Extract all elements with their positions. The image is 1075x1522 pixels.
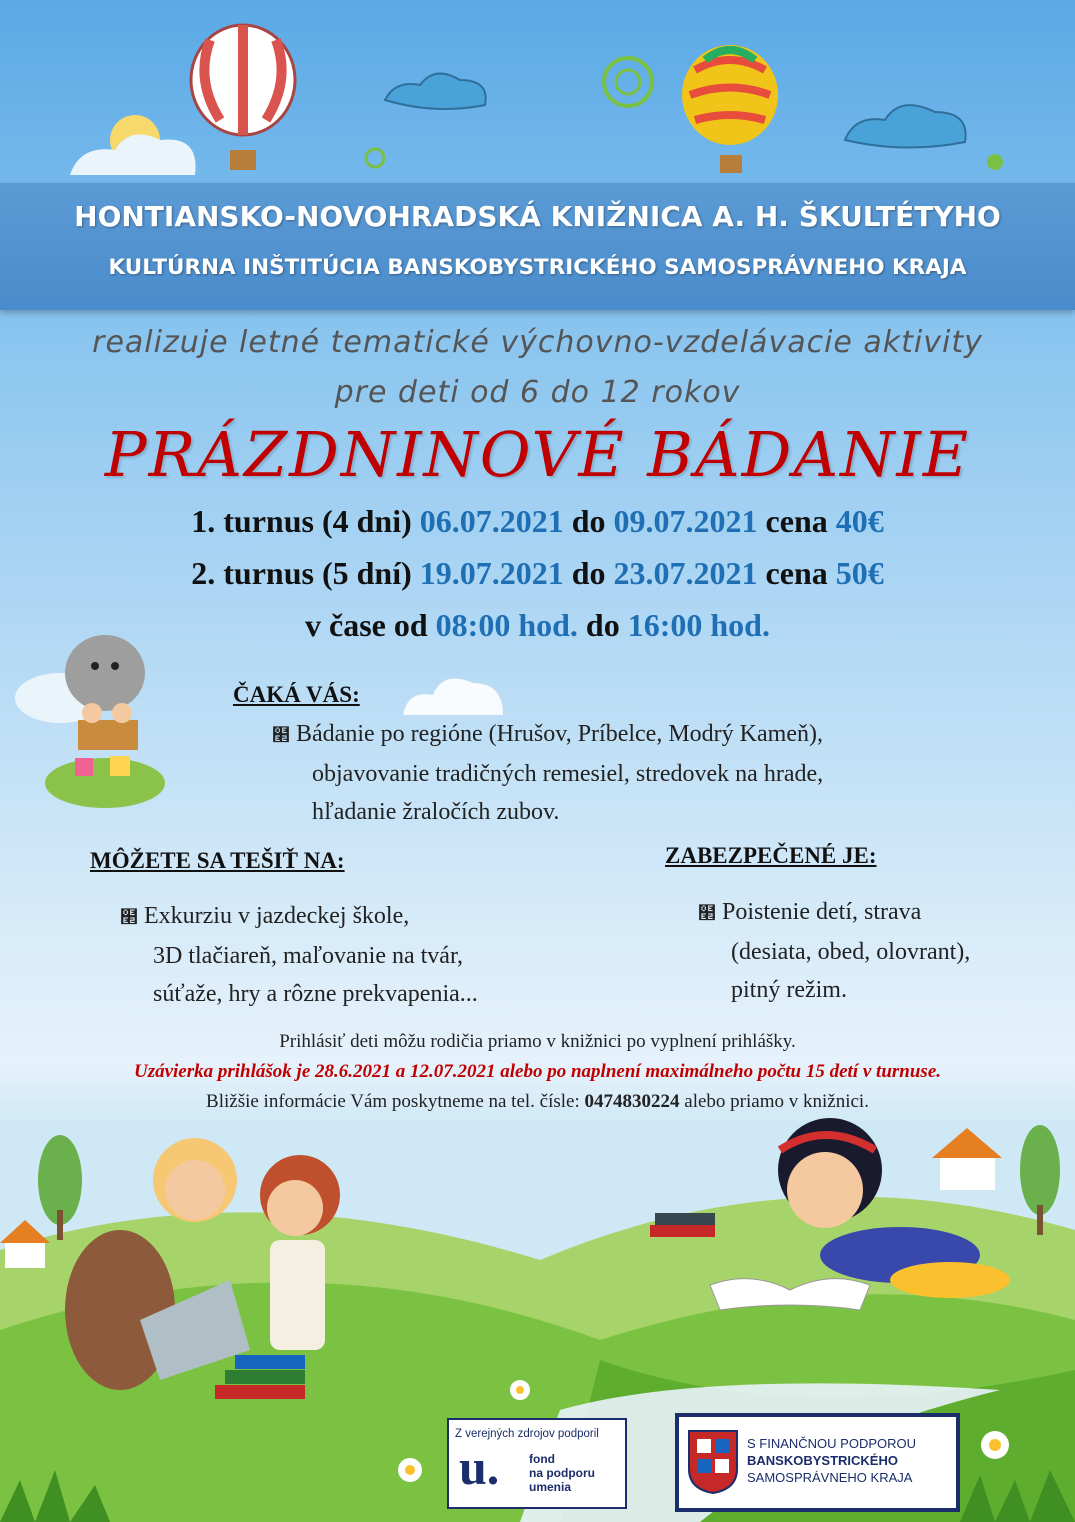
fpu-letter-logo: u. <box>459 1439 500 1495</box>
list-item: pitný režim. <box>731 977 847 1003</box>
cloud-icon <box>845 105 966 147</box>
turn-to: 23.07.2021 <box>613 555 758 591</box>
list-item: hľadanie žraločích zubov. <box>312 799 560 825</box>
deadline-note: Uzávierka prihlášok je 28.6.2021 a 12.07.2021 alebo po naplnení maximálneho počtu 15 detí v turnuse. <box>133 1061 942 1082</box>
turn-label: 1. turnus (4 dni) <box>191 503 412 539</box>
cloud-icon <box>385 74 486 109</box>
time-to: 16:00 hod. <box>627 607 770 643</box>
tree-icon <box>38 1135 82 1240</box>
time-prefix: v čase od <box>305 607 428 643</box>
list-item: ໢ Exkurziu v jazdeckej škole, <box>120 903 410 929</box>
caka-vas-heading: ČAKÁ VÁS: <box>233 682 360 707</box>
fpu-logo: Z verejných zdrojov podporil u. fond na podporu umenia <box>447 1418 627 1509</box>
house-icon <box>932 1128 1002 1190</box>
time-to-word: do <box>585 607 620 643</box>
institution-subtitle: KULTÚRNA INŠTITÚCIA BANSKOBYSTRICKÉHO SAMOSPRÁVNEHO KRAJA <box>108 255 967 280</box>
list-item: súťaže, hry a rôzne prekvapenia... <box>153 981 478 1007</box>
bbsk-logo: S FINANČNOU PODPOROU BANSKOBYSTRICKÉHO SAMOSPRÁVNEHO KRAJA <box>675 1413 960 1512</box>
hippo-balloon-icon <box>65 635 145 711</box>
mozete-heading: MÔŽETE SA TEŠIŤ NA: <box>90 848 345 873</box>
swirl-icon <box>616 70 640 94</box>
zabezpecene-list <box>698 893 970 1009</box>
turn-from: 19.07.2021 <box>419 555 564 591</box>
turn-from: 06.07.2021 <box>419 503 564 539</box>
swirl-icon <box>366 149 384 167</box>
turn-to: 09.07.2021 <box>613 503 758 539</box>
cloud-icon <box>70 134 196 175</box>
list-item: ໢ Poistenie detí, strava <box>698 899 922 925</box>
contact-note: Bližšie informácie Vám poskytneme na tel. čísle: 0474830224 alebo priamo v knižnici. <box>206 1091 869 1112</box>
zabezpecene-heading: ZABEZPEČENÉ JE: <box>665 843 877 868</box>
bullet-icon: ໢ <box>698 903 716 924</box>
turn-1 <box>0 503 1075 540</box>
turn-price: 50€ <box>835 555 884 591</box>
list-item: objavovanie tradičných remesiel, stredovek na hrade, <box>312 761 824 787</box>
turn-2 <box>0 555 1075 592</box>
turn-to-word: do <box>571 503 606 539</box>
turn-to-word: do <box>571 555 606 591</box>
cloud-icon <box>398 665 508 720</box>
kids-balloon-illustration <box>10 628 180 813</box>
list-item: ໢ Bádanie po regióne (Hrušov, Príbelce, Modrý Kameň), <box>272 721 823 747</box>
sky-decoration <box>0 0 1075 185</box>
turn-price-word: cena <box>765 555 828 591</box>
time-from: 08:00 hod. <box>435 607 578 643</box>
library-name: HONTIANSKO-NOVOHRADSKÁ KNIŽNICA A. H. ŠKULTÉTYHO <box>74 200 1001 233</box>
turn-price: 40€ <box>835 503 884 539</box>
list-item: 3D tlačiareň, maľovanie na tvár, <box>153 943 463 969</box>
phone-number: 0474830224 <box>584 1091 680 1112</box>
turn-price-word: cena <box>765 503 828 539</box>
poster-title: PRÁZDNINOVÉ BÁDANIE <box>104 418 971 491</box>
flower-icon <box>981 1431 1009 1459</box>
flower-icon <box>398 1458 422 1482</box>
mozete-list <box>120 897 478 1013</box>
bullet-icon: ໢ <box>120 907 138 928</box>
bullet-icon: ໢ <box>272 725 290 746</box>
swirl-icon <box>604 58 652 106</box>
coat-of-arms-icon <box>687 1429 739 1495</box>
intro-line-2: pre deti od 6 do 12 rokov <box>334 375 741 410</box>
turn-label: 2. turnus (5 dní) <box>191 555 412 591</box>
flower-icon <box>510 1380 530 1400</box>
intro-line-1: realizuje letné tematické výchovno-vzdelávacie aktivity <box>92 325 983 360</box>
registration-note: Prihlásiť deti môžu rodičia priamo v knižnici po vyplnení prihlášky. <box>279 1031 796 1052</box>
list-item: (desiata, obed, olovrant), <box>731 939 971 965</box>
house-icon <box>0 1220 50 1268</box>
caka-vas-list <box>272 715 823 831</box>
